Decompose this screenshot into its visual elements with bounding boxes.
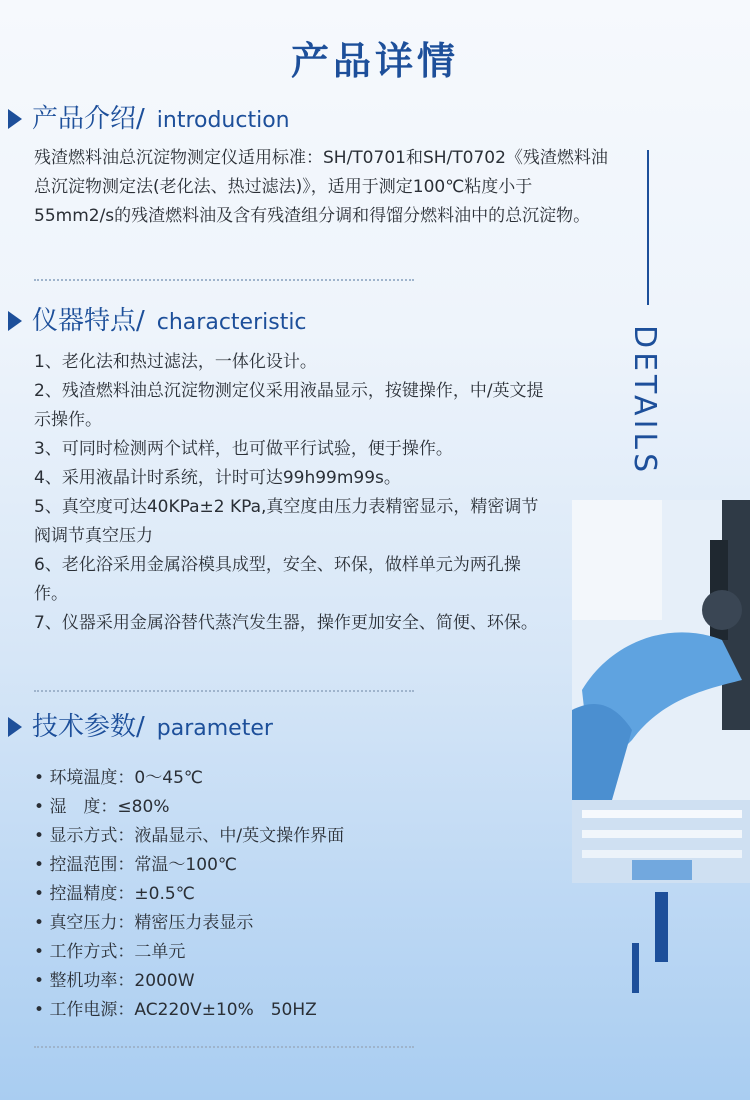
list-item: • 湿 度：≤80% — [34, 793, 608, 822]
intro-heading — [8, 98, 608, 138]
decor-bar — [632, 943, 639, 993]
features-heading-en: characteristic — [156, 310, 307, 335]
features-section — [8, 300, 608, 638]
list-item: 5、真空度可达40KPa±2 KPa,真空度由压力表精密显示，精密调节阀调节真空压力 — [34, 497, 539, 546]
list-item: 4、采用液晶计时系统，计时可达99h99m99s。 — [34, 468, 401, 488]
lab-scene-illustration — [572, 500, 750, 883]
features-heading — [8, 300, 608, 340]
params-heading — [8, 706, 608, 746]
triangle-icon — [8, 717, 22, 737]
list-item: • 整机功率：2000W — [34, 967, 608, 996]
feature-list — [34, 348, 544, 638]
params-heading-cn: 技术参数/ — [32, 712, 145, 742]
triangle-icon — [8, 109, 22, 129]
list-item: • 环境温度：0～45℃ — [34, 764, 608, 793]
intro-section — [8, 98, 608, 231]
intro-heading-en: introduction — [156, 108, 290, 133]
list-item: • 显示方式：液晶显示、中/英文操作界面 — [34, 822, 608, 851]
list-item: • 真空压力：精密压力表显示 — [34, 909, 608, 938]
list-item: 6、老化浴采用金属浴模具成型，安全、环保，做样单元为两孔操作。 — [34, 555, 521, 604]
list-item: • 工作电源：AC220V±10% 50HZ — [34, 996, 608, 1025]
page-title: 产品详情 — [290, 39, 459, 83]
list-item: • 控温精度：±0.5℃ — [34, 880, 608, 909]
param-list — [34, 764, 608, 1025]
intro-text: 残渣燃料油总沉淀物测定仪适用标准：SH/T0701和SH/T0702《残渣燃料油总沉淀物测定法(老化法、热过滤法)》，适用于测定100℃粘度小于55mm2/s的残渣燃料油及含有残渣组分调和得馏分燃料油中的总沉淀物。 — [34, 148, 608, 226]
list-item: • 控温范围：常温～100℃ — [34, 851, 608, 880]
intro-heading-cn: 产品介绍/ — [32, 104, 145, 134]
lab-photo — [572, 500, 750, 883]
divider — [34, 279, 414, 281]
features-heading-cn: 仪器特点/ — [32, 306, 145, 336]
list-item: 3、可同时检测两个试样，也可做平行试验，便于操作。 — [34, 439, 453, 459]
vertical-rule — [647, 150, 649, 305]
divider — [34, 1046, 414, 1048]
list-item: 1、老化法和热过滤法，一体化设计。 — [34, 352, 317, 372]
details-label: DETAILS — [627, 325, 662, 477]
triangle-icon — [8, 311, 22, 331]
list-item: 7、仪器采用金属浴替代蒸汽发生器，操作更加安全、简便、环保。 — [34, 613, 538, 633]
list-item: • 工作方式：二单元 — [34, 938, 608, 967]
decor-bar — [655, 892, 668, 962]
params-heading-en: parameter — [156, 716, 273, 741]
list-item: 2、残渣燃料油总沉淀物测定仪采用液晶显示，按键操作，中/英文提示操作。 — [34, 381, 544, 430]
params-section — [8, 706, 608, 1025]
divider — [34, 690, 414, 692]
